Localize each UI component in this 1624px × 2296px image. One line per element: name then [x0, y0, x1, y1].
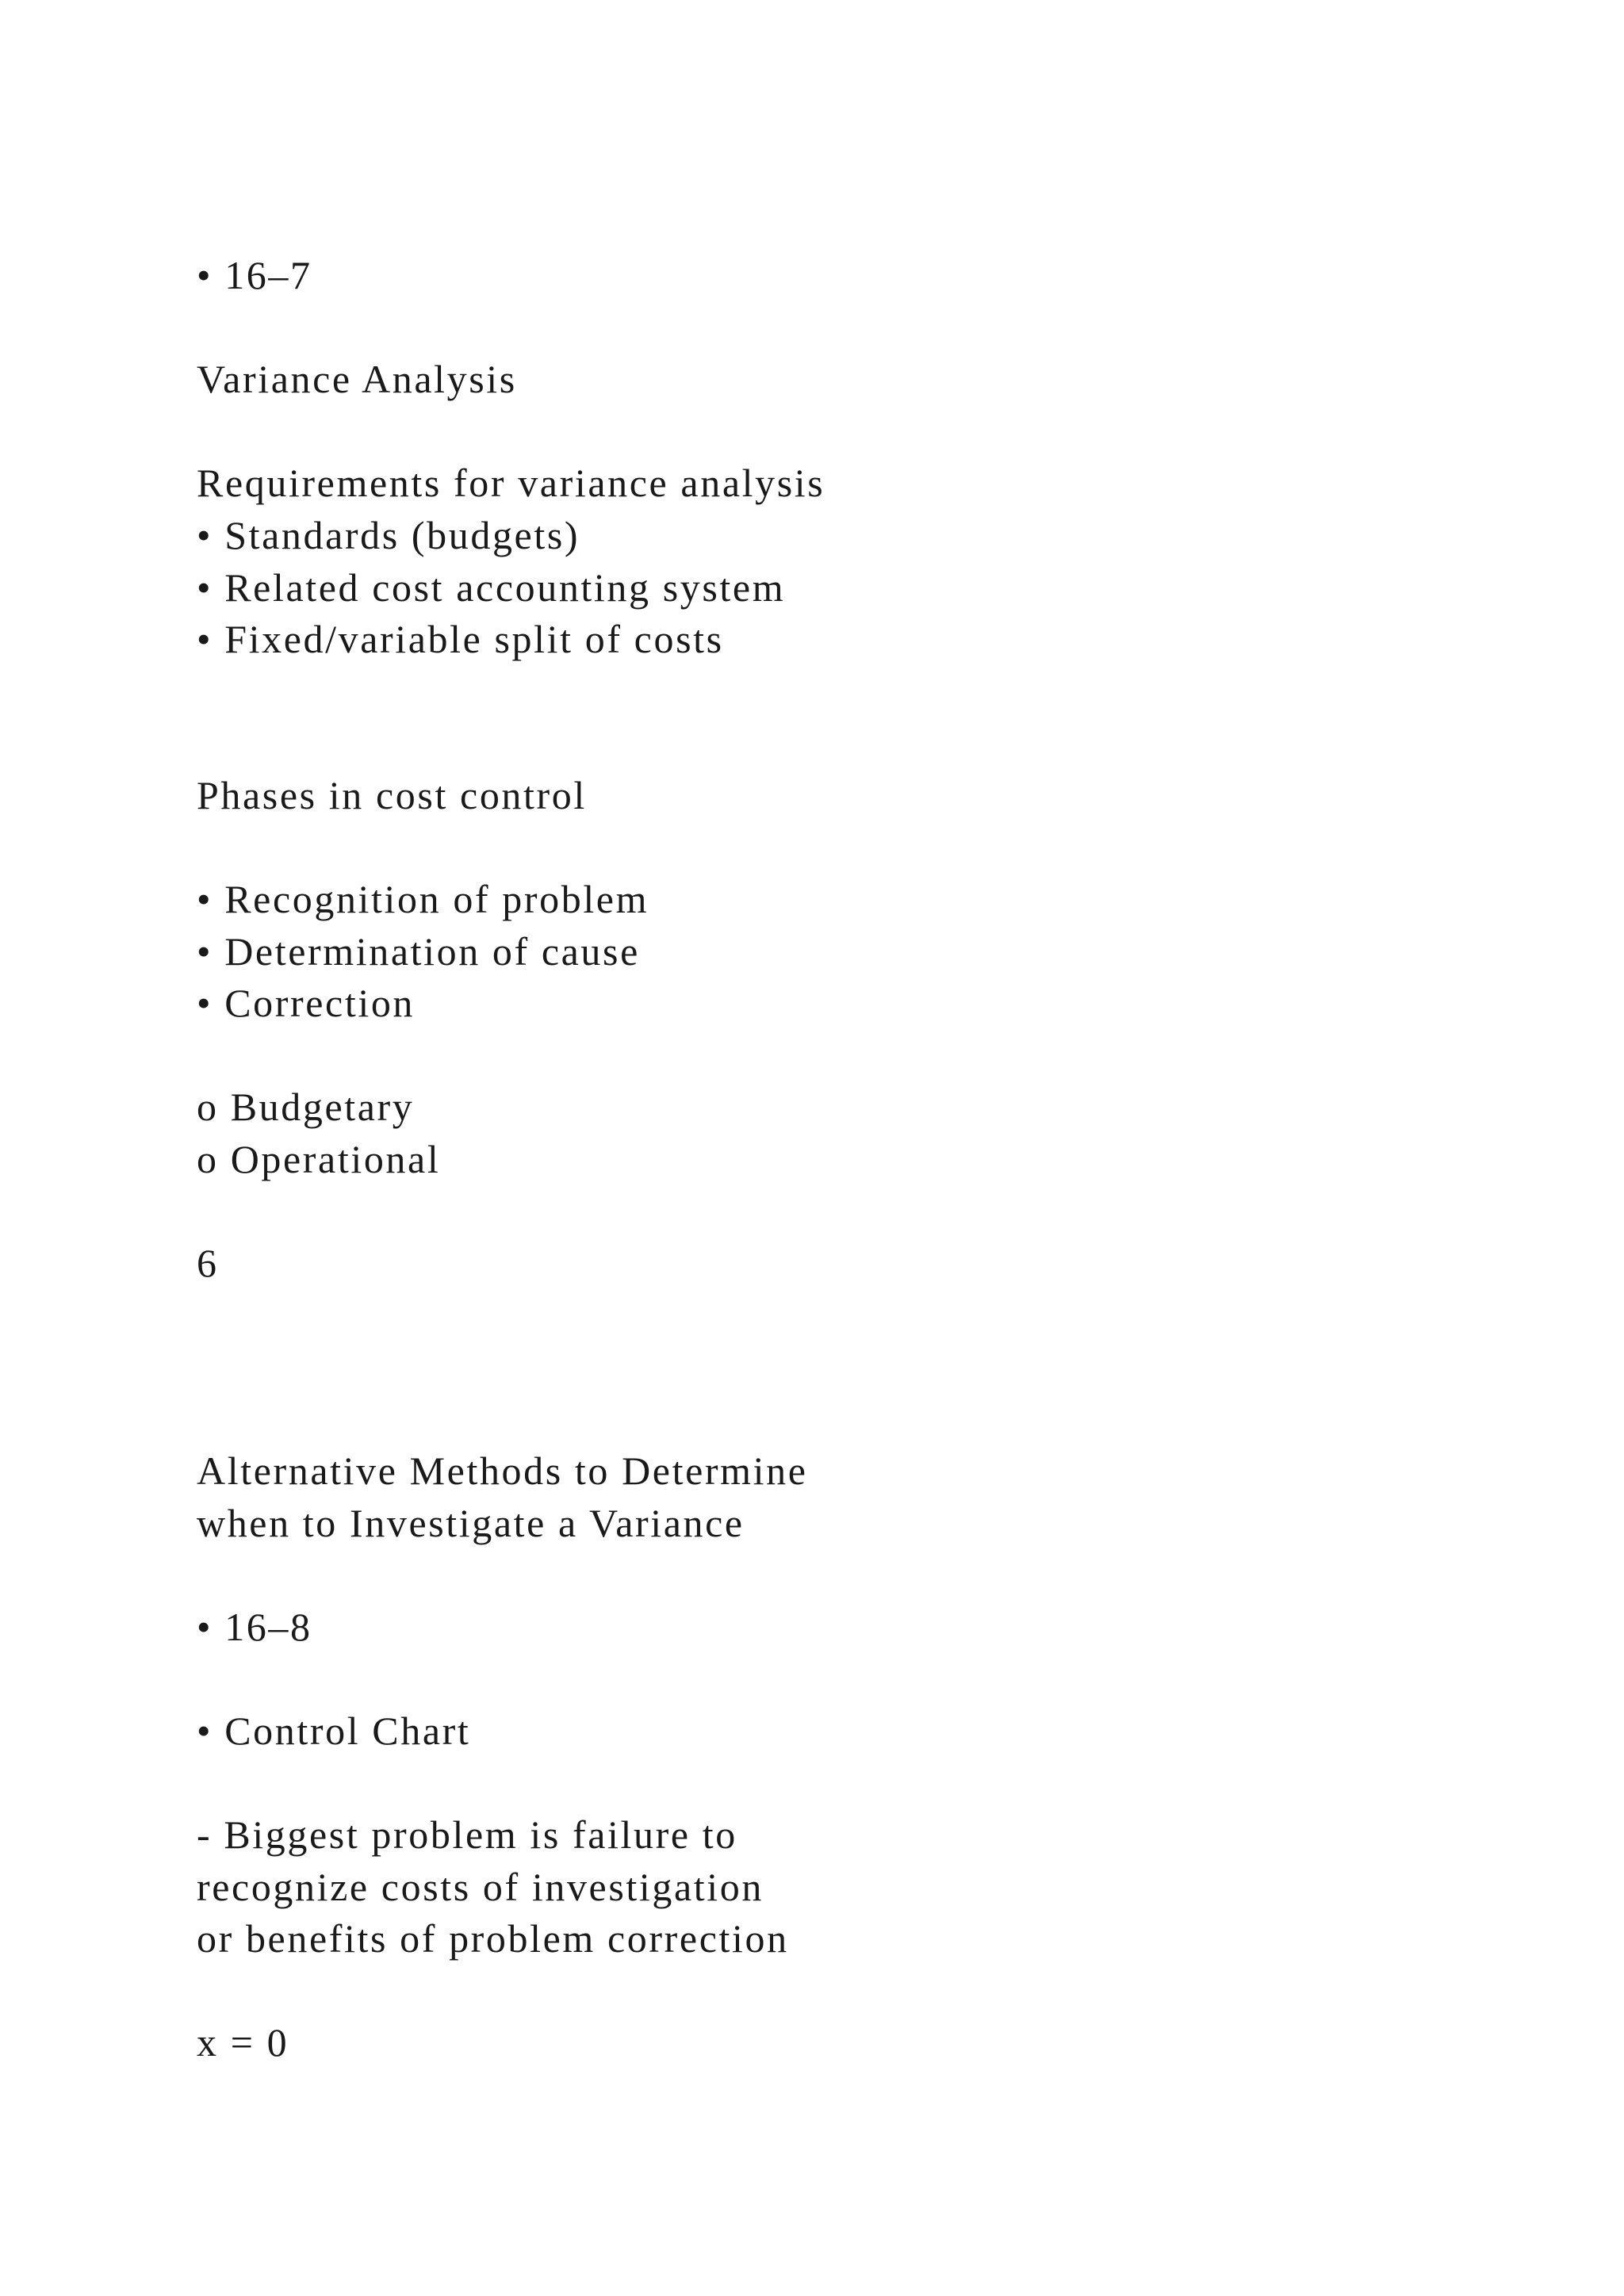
- slide-number: • 16–8: [197, 1605, 312, 1649]
- requirements-item: • Standards (budgets): [197, 513, 580, 557]
- control-chart-item: • Control Chart: [197, 1709, 471, 1753]
- correction-subitem: o Budgetary: [197, 1085, 415, 1129]
- phases-item: • Determination of cause: [197, 929, 640, 974]
- slide-number: • 16–7: [197, 253, 312, 297]
- problem-text: recognize costs of investigation: [197, 1865, 764, 1909]
- problem-text: - Biggest problem is failure to: [197, 1812, 737, 1857]
- phases-heading: Phases in cost control: [197, 773, 587, 817]
- requirements-heading: Requirements for variance analysis: [197, 461, 825, 505]
- alt-methods-heading: Alternative Methods to Determine: [197, 1448, 808, 1493]
- correction-subitem: o Operational: [197, 1137, 441, 1181]
- requirements-item: • Related cost accounting system: [197, 565, 786, 610]
- page-number: 6: [197, 1241, 219, 1285]
- phases-item: • Recognition of problem: [197, 877, 649, 921]
- section-heading: Variance Analysis: [197, 357, 517, 401]
- equation-text: x = 0: [197, 2020, 289, 2064]
- alt-methods-heading: when to Investigate a Variance: [197, 1501, 745, 1545]
- problem-text: or benefits of problem correction: [197, 1916, 789, 1961]
- requirements-item: • Fixed/variable split of costs: [197, 617, 724, 661]
- phases-item: • Correction: [197, 981, 416, 1025]
